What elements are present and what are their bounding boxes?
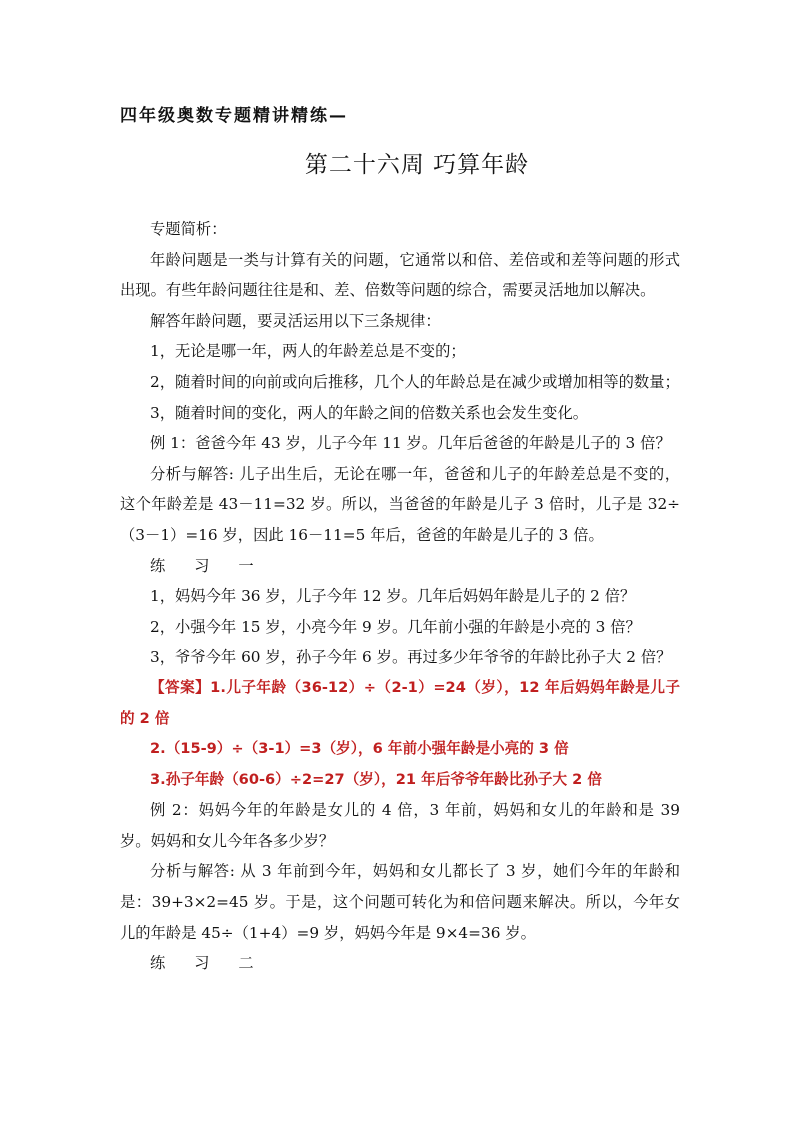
rule-2: 2，随着时间的向前或向后推移，几个人的年龄总是在减少或增加相等的数量；: [150, 372, 680, 391]
answer-3: 3.孙子年龄（60-6）÷2=27（岁），21 年后爷爷年龄比孙子大 2 倍: [150, 770, 603, 788]
rule-1: 1，无论是哪一年，两人的年龄差总是不变的；: [150, 342, 466, 361]
exercise-1-question-1: 1，妈妈今年 36 岁，儿子今年 12 岁。几年后妈妈年龄是儿子的 2 倍？: [150, 587, 636, 606]
intro-label: 专题简析：: [150, 220, 227, 238]
example-1: 例 1：爸爸今年 43 岁，儿子今年 11 岁。几年后爸爸的年龄是儿子的 3 倍？: [150, 434, 671, 453]
series-title: 四年级奥数专题精讲精练—: [120, 106, 348, 126]
document-body: [120, 214, 680, 979]
rule-3: 3，随着时间的变化，两人的年龄之间的倍数关系也会发生变化。: [150, 403, 589, 422]
answer-2: 2.（15-9）÷（3-1）=3（岁），6 年前小强年龄是小亮的 3 倍: [150, 740, 569, 758]
intro-paragraph: 年龄问题是一类与计算有关的问题，它通常以和倍、差倍或和差等问题的形式出现。有些年龄问题往往是和、差、倍数等问题的综合，需要灵活地加以解决。: [120, 250, 680, 300]
analysis-2: 分析与解答: 从 3 年前到今年，妈妈和女儿都长了 3 岁，她们今年的年龄和是：39+3×2=45 岁。于是，这个问题可转化为和倍问题来解决。所以，今年女儿的年龄是 45÷（1+4）=9 岁，妈妈今年是 9×4=36 岁。: [120, 862, 680, 942]
exercise-1-heading: 练 习 一: [150, 556, 266, 575]
example-2: 例 2：妈妈今年的年龄是女儿的 4 倍，3 年前，妈妈和女儿的年龄和是 39 岁。妈妈和女儿今年各多少岁？: [120, 801, 680, 850]
exercise-1-question-3: 3，爷爷今年 60 岁，孙子今年 6 岁。再过多少年爷爷的年龄比孙子大 2 倍？: [150, 648, 672, 667]
rules-lead: 解答年龄问题，要灵活运用以下三条规律：: [150, 311, 441, 330]
answer-1: 【答案】1.儿子年龄（36-12）÷（2-1）=24（岁），12 年后妈妈年龄是儿子的 2 倍: [120, 678, 680, 727]
main-title: 第二十六周 巧算年龄: [304, 152, 530, 178]
exercise-1-question-2: 2，小强今年 15 岁，小亮今年 9 岁。几年前小强的年龄是小亮的 3 倍？: [150, 617, 641, 636]
analysis-1: 分析与解答: 儿子出生后，无论在哪一年，爸爸和儿子的年龄差总是不变的，这个年龄差是 43－11=32 岁。所以，当爸爸的年龄是儿子 3 倍时，儿子是 32÷（3－1）=16 岁，因此 16－11=5 年后，爸爸的年龄是儿子的 3 倍。: [120, 464, 680, 544]
exercise-2-heading: 练 习 二: [150, 954, 266, 973]
